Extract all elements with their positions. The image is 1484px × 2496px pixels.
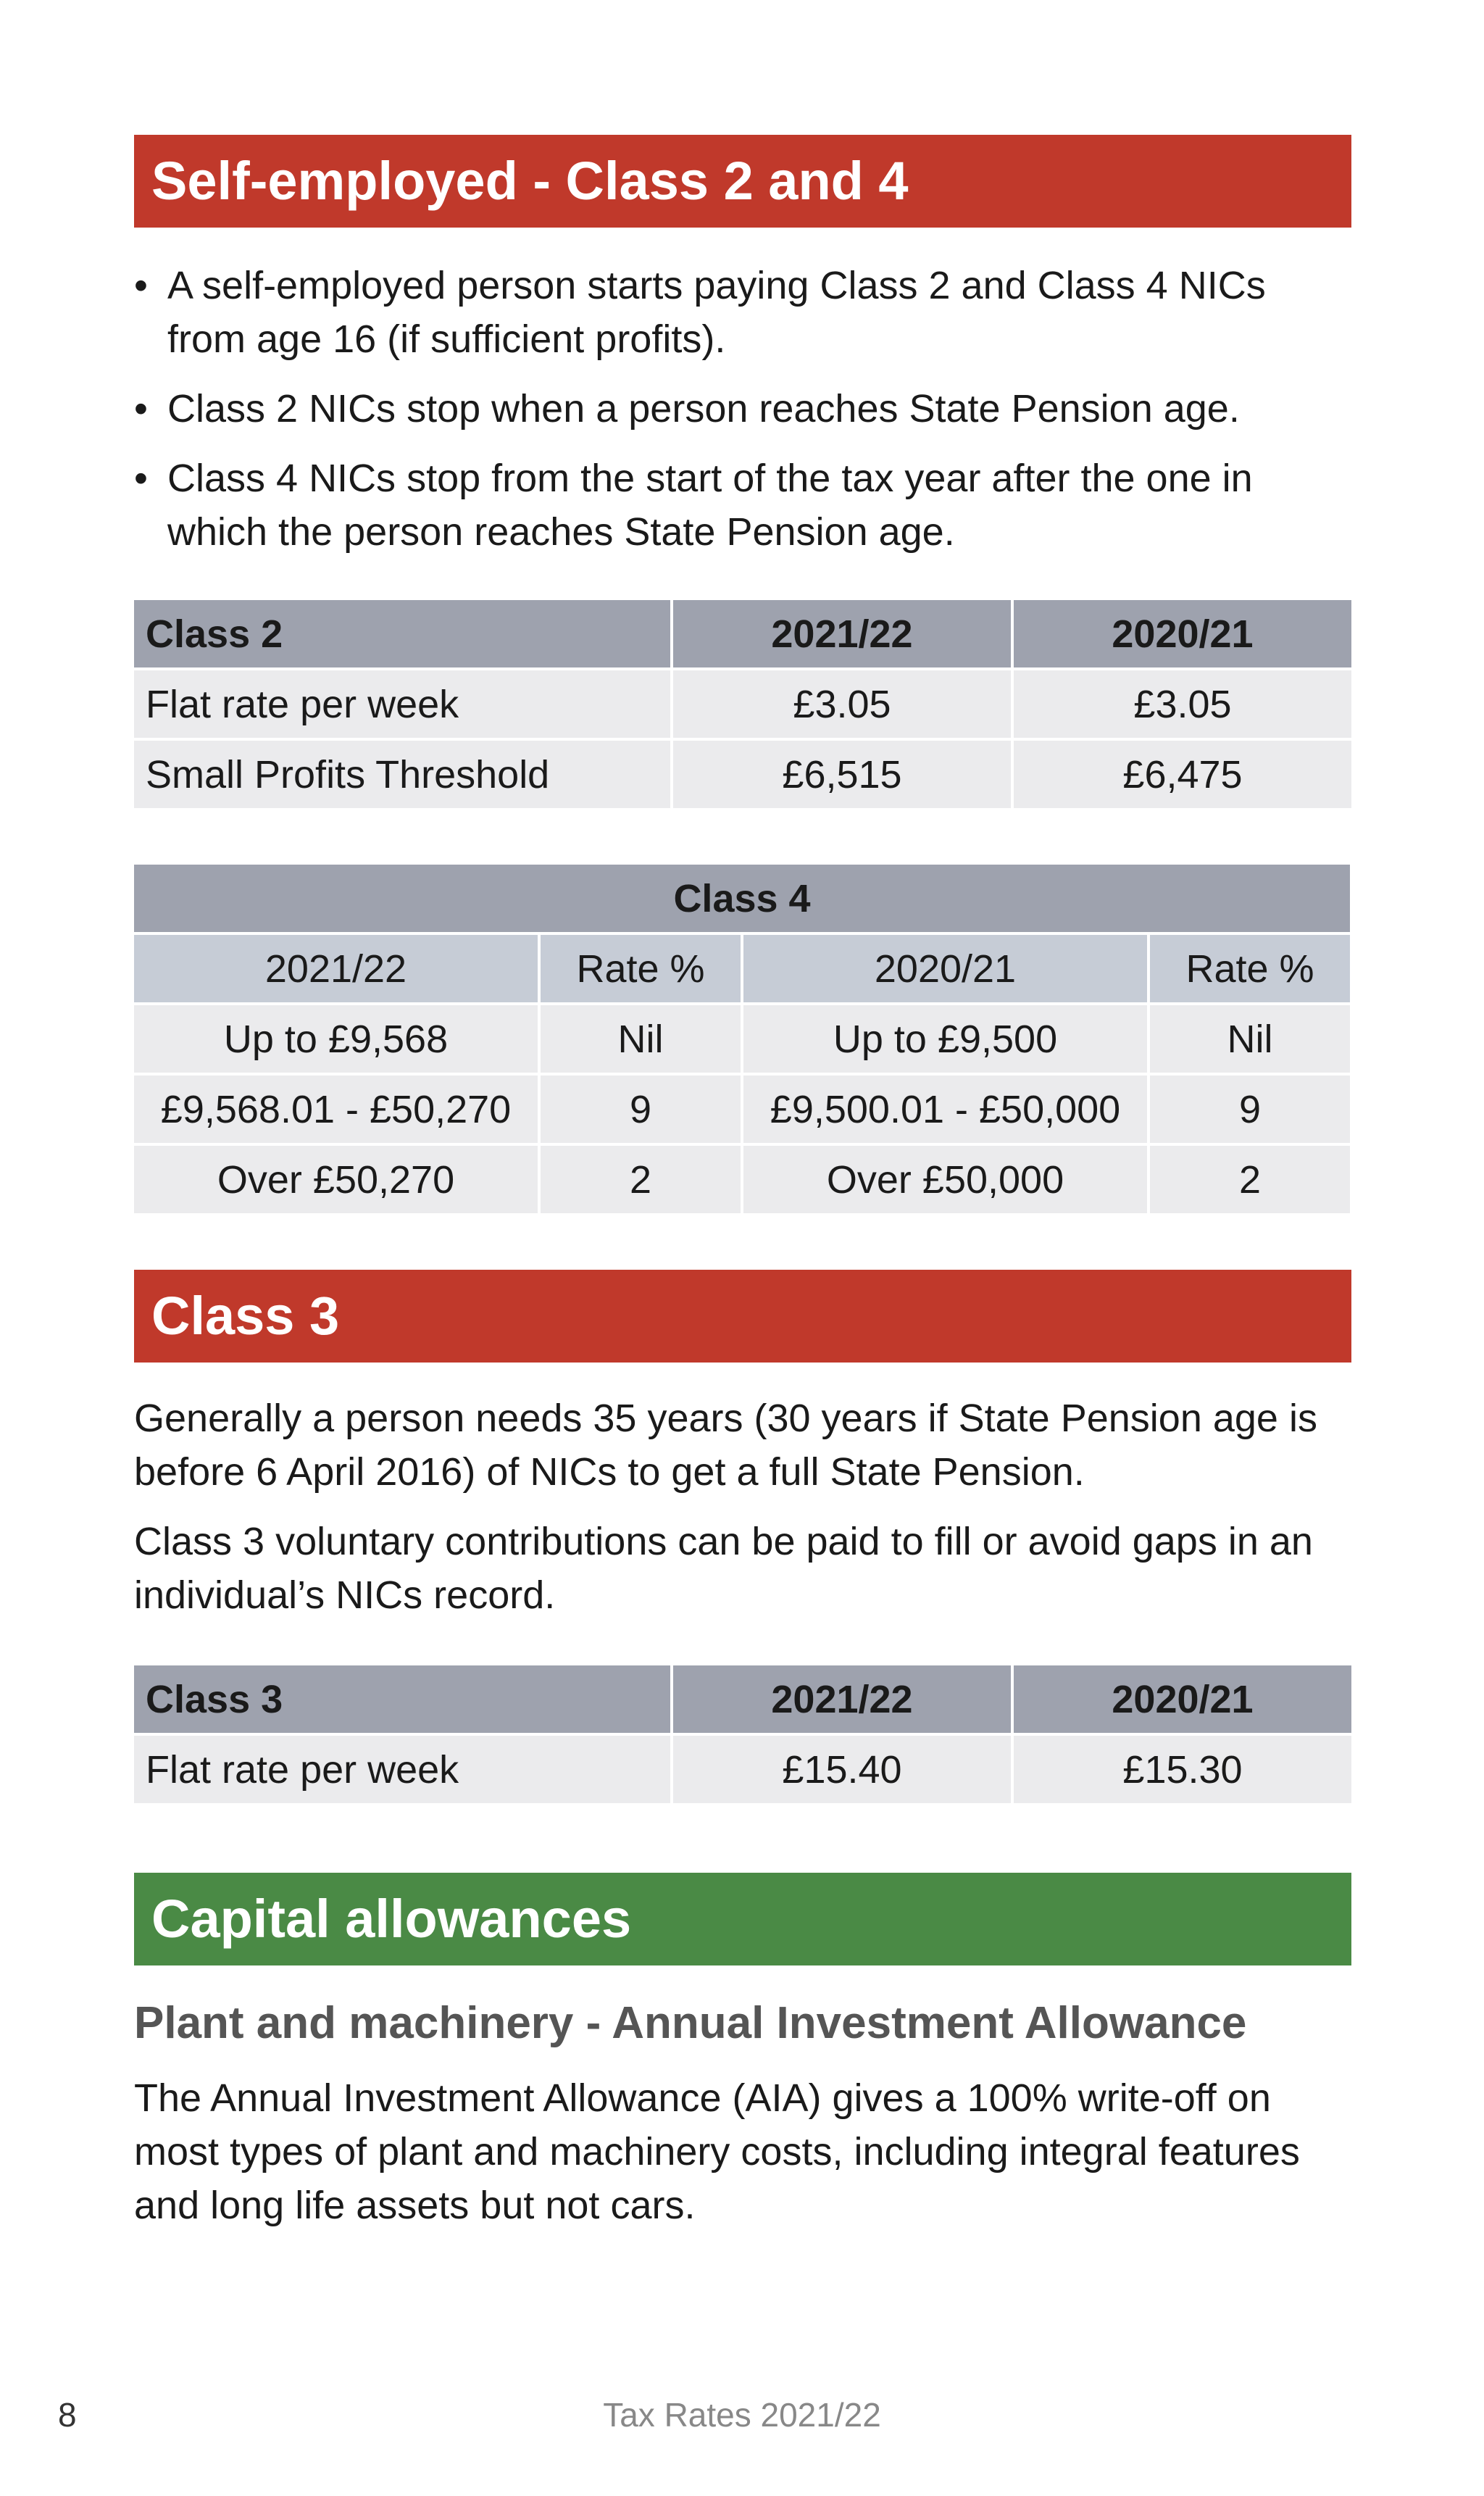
section-title-class3: Class 3 xyxy=(134,1270,1351,1363)
table-cell: £3.05 xyxy=(673,670,1011,738)
class4-table xyxy=(131,862,1353,1216)
table-header-row xyxy=(134,1665,1351,1733)
self-employed-bullet-list xyxy=(134,259,1351,559)
class3-description xyxy=(134,1391,1351,1622)
table-row xyxy=(134,741,1351,808)
table-cell: Flat rate per week xyxy=(134,670,670,738)
table-header-row xyxy=(134,600,1351,667)
table-row xyxy=(134,670,1351,738)
section-title-capital-allowances: Capital allowances xyxy=(134,1873,1351,1965)
class2-table xyxy=(131,597,1354,811)
table-header-cell: 2020/21 xyxy=(1014,600,1351,667)
table-cell: £6,475 xyxy=(1014,741,1351,808)
table-cell: Up to £9,500 xyxy=(743,1005,1147,1073)
table-cell: 2 xyxy=(1150,1146,1350,1213)
table-header-cell: 2021/22 xyxy=(673,1665,1011,1733)
table-cell: £15.40 xyxy=(673,1736,1011,1803)
table-header-cell: 2021/22 xyxy=(134,935,538,1002)
table-cell: £9,568.01 - £50,270 xyxy=(134,1076,538,1143)
class3-table xyxy=(131,1663,1354,1806)
table-cell: £9,500.01 - £50,000 xyxy=(743,1076,1147,1143)
table-cell: Small Profits Threshold xyxy=(134,741,670,808)
table-header-cell: Rate % xyxy=(1150,935,1350,1002)
table-header-cell: Rate % xyxy=(541,935,741,1002)
table-header-row xyxy=(134,935,1350,1002)
paragraph: Class 3 voluntary contributions can be paid to fill or avoid gaps in an individual’s NICs record. xyxy=(134,1520,1313,1617)
table-row xyxy=(134,1005,1350,1073)
table-header-cell: 2020/21 xyxy=(743,935,1147,1002)
table-header-cell: Class 3 xyxy=(134,1665,670,1733)
table-cell: Nil xyxy=(541,1005,741,1073)
bullet-item: • Class 2 NICs stop when a person reaches State Pension age. xyxy=(134,382,1351,436)
table-header-cell: Class 2 xyxy=(134,600,670,667)
table-row xyxy=(134,1736,1351,1803)
table-cell: Over £50,270 xyxy=(134,1146,538,1213)
table-cell: 9 xyxy=(1150,1076,1350,1143)
table-title-cell: Class 4 xyxy=(134,865,1350,932)
table-header-cell: 2021/22 xyxy=(673,600,1011,667)
table-cell: £3.05 xyxy=(1014,670,1351,738)
table-cell: £6,515 xyxy=(673,741,1011,808)
page-number: 8 xyxy=(58,2396,77,2434)
table-cell: Up to £9,568 xyxy=(134,1005,538,1073)
table-cell: Over £50,000 xyxy=(743,1146,1147,1213)
paragraph: Generally a person needs 35 years (30 years if State Pension age is before 6 April 2016) of NICs to get a full State Pension. xyxy=(134,1397,1317,1494)
table-cell: 2 xyxy=(541,1146,741,1213)
table-cell: Flat rate per week xyxy=(134,1736,670,1803)
table-cell: £15.30 xyxy=(1014,1736,1351,1803)
table-title-row xyxy=(134,865,1350,932)
table-row xyxy=(134,1076,1350,1143)
table-cell: Nil xyxy=(1150,1005,1350,1073)
table-cell: 9 xyxy=(541,1076,741,1143)
section-title-self-employed: Self-employed - Class 2 and 4 xyxy=(134,135,1351,228)
bullet-item: • A self-employed person starts paying Class 2 and Class 4 NICs from age 16 (if sufficient profits). xyxy=(134,259,1351,366)
bullet-item: • Class 4 NICs stop from the start of the tax year after the one in which the person reaches State Pension age. xyxy=(134,452,1351,559)
footer-title: Tax Rates 2021/22 xyxy=(603,2396,881,2434)
subheading-aia: Plant and machinery - Annual Investment Allowance xyxy=(134,1998,1247,2048)
table-header-cell: 2020/21 xyxy=(1014,1665,1351,1733)
aia-paragraph: The Annual Investment Allowance (AIA) gives a 100% write-off on most types of plant and machinery costs, including integral features and long life assets but not cars. xyxy=(134,2076,1300,2227)
table-row xyxy=(134,1146,1350,1213)
